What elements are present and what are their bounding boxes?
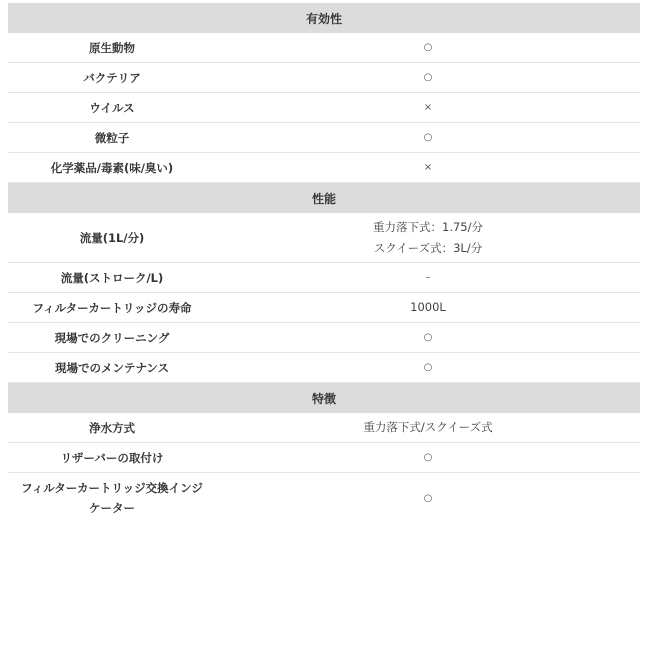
table-row (8, 63, 640, 93)
row-value: – (425, 272, 431, 283)
row-label: フィルターカートリッジの寿命 (32, 300, 192, 315)
row-label: ウイルス (89, 100, 135, 115)
section-header-performance (8, 183, 640, 213)
row-value: ○ (423, 362, 433, 373)
row-label: 現場でのメンテナンス (54, 360, 170, 375)
row-label: 流量(1L/分) (79, 230, 145, 245)
row-value: ○ (423, 332, 433, 343)
table-row (8, 213, 640, 263)
table-row (8, 93, 640, 123)
table-row (8, 473, 640, 523)
row-value: × (423, 102, 433, 113)
row-label: リザーバーの取付け (60, 450, 164, 465)
table-row (8, 293, 640, 323)
row-label: 原生動物 (89, 40, 135, 55)
section-title: 特徴 (311, 391, 336, 406)
row-value: 1000L (410, 300, 446, 314)
row-label: 微粒子 (94, 130, 130, 145)
section-header-features (8, 383, 640, 413)
table-row (8, 123, 640, 153)
row-value: ○ (423, 72, 433, 83)
table-row (8, 33, 640, 63)
table-row (8, 443, 640, 473)
spec-table (8, 3, 640, 523)
table-row (8, 263, 640, 293)
table-row (8, 413, 640, 443)
section-title: 性能 (311, 191, 336, 206)
row-value: ○ (423, 492, 433, 504)
row-label: 化学薬品/毒素(味/臭い) (50, 160, 174, 175)
section-header-effectiveness (8, 3, 640, 33)
table-row (8, 323, 640, 353)
row-label: 流量(ストローク/L) (60, 270, 164, 285)
table-row (8, 353, 640, 383)
row-label: 現場でのクリーニング (54, 330, 170, 345)
row-value-line: スクイーズ式：3L/分 (373, 240, 483, 255)
row-value: 重力落下式/スクイーズ式 (363, 420, 493, 434)
row-label: 浄水方式 (89, 420, 135, 435)
row-label-line (21, 478, 203, 518)
row-value: ○ (423, 132, 433, 143)
row-label-line1: フィルターカートリッジ交換インジ (21, 481, 203, 495)
row-label-line2: ケーター (88, 501, 135, 515)
table-row (8, 153, 640, 183)
row-label: バクテリア (83, 70, 141, 85)
section-title: 有効性 (305, 11, 342, 26)
row-value-line: 重力落下式：1.75/分 (373, 219, 483, 234)
row-value: ○ (423, 452, 433, 463)
row-value: × (423, 162, 433, 173)
row-value: ○ (423, 42, 433, 53)
row-label (8, 473, 216, 523)
row-value (216, 213, 640, 262)
